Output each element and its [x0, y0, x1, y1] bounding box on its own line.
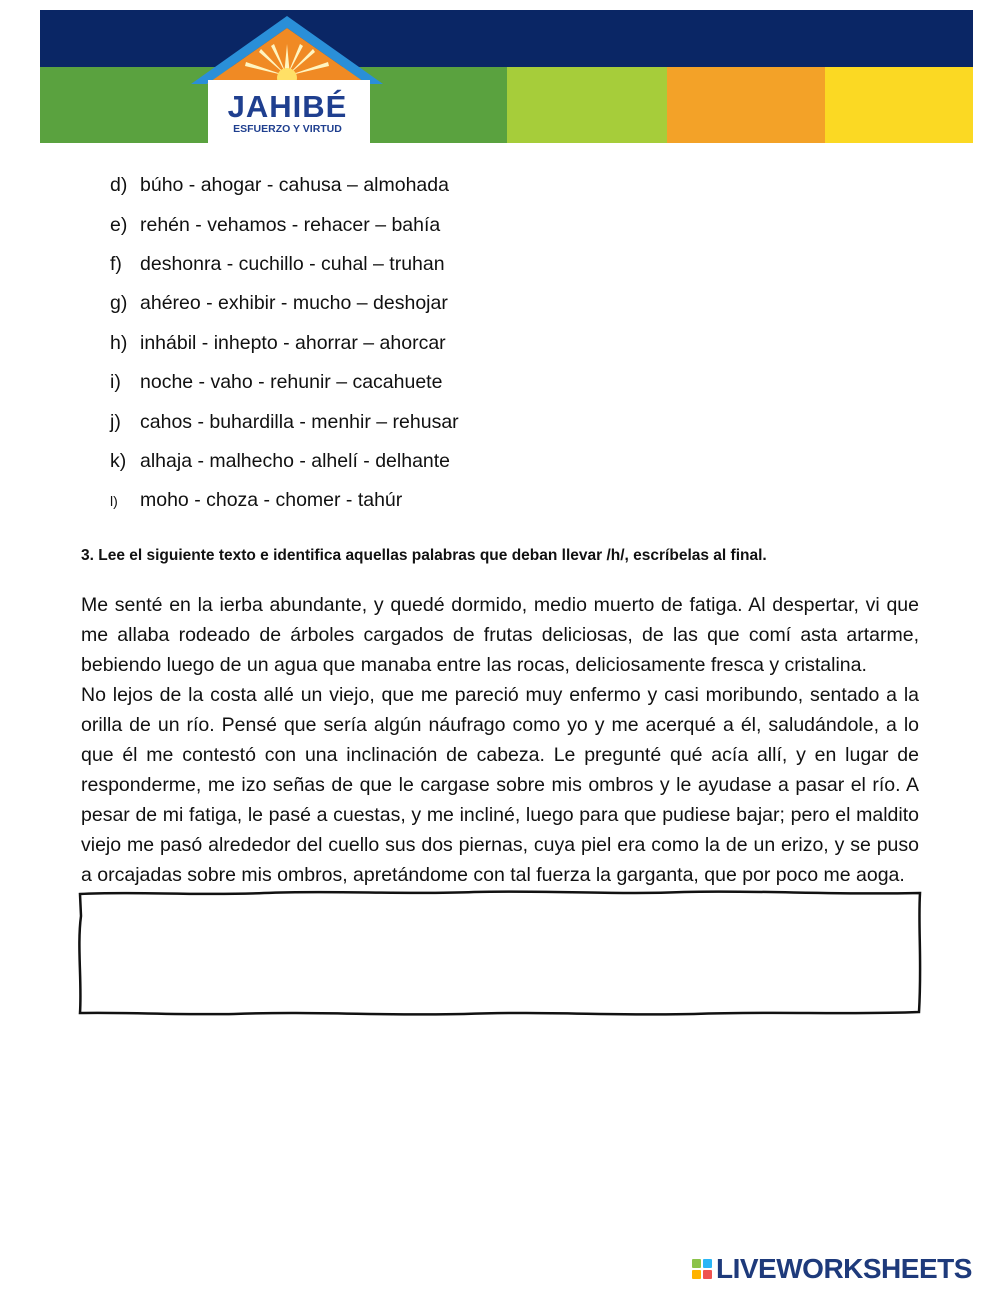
- header-banner: [40, 10, 973, 143]
- school-logo: [185, 14, 390, 142]
- list-text: deshonra - cuchillo - cuhal – truhan: [140, 252, 445, 275]
- list-letter: i): [110, 371, 121, 394]
- list-text: moho - choza - chomer - tahúr: [140, 489, 403, 512]
- list-item: [110, 284, 459, 323]
- list-text: cahos - buhardilla - menhir – rehusar: [140, 410, 459, 433]
- list-item: [110, 205, 459, 244]
- list-text: inhábil - inhepto - ahorrar – ahorcar: [140, 331, 446, 354]
- list-text: noche - vaho - rehunir – cacahuete: [140, 371, 443, 394]
- list-letter: g): [110, 292, 128, 315]
- list-item: [110, 245, 459, 284]
- list-item: [110, 363, 459, 402]
- liveworksheets-logo: [692, 1252, 992, 1286]
- logo-name: JAHIBÉ: [227, 89, 348, 124]
- list-letter: h): [110, 331, 128, 354]
- liveworksheets-brand: LIVEWORKSHEETS: [716, 1253, 972, 1284]
- word-list: [110, 166, 459, 521]
- list-item: [110, 442, 459, 481]
- list-letter: l): [110, 492, 118, 509]
- logo-motto: ESFUERZO Y VIRTUD: [233, 123, 342, 135]
- list-letter: d): [110, 174, 128, 197]
- list-item: [110, 324, 459, 363]
- list-item: [110, 481, 459, 520]
- list-text: alhaja - malhecho - alhelí - delhante: [140, 449, 451, 472]
- list-text: búho - ahogar - cahusa – almohada: [140, 174, 449, 197]
- list-text: ahéreo - exhibir - mucho – deshojar: [140, 292, 448, 315]
- list-item: [110, 402, 459, 441]
- list-letter: j): [110, 410, 121, 433]
- list-letter: f): [110, 252, 122, 275]
- question-3-title: 3. Lee el siguiente texto e identifica aquellas palabras que deban llevar /h/, escríbelas al final.: [81, 547, 767, 564]
- list-item: [110, 166, 459, 205]
- list-letter: k): [110, 449, 127, 472]
- answer-box[interactable]: [74, 886, 926, 1020]
- list-text: rehén - vehamos - rehacer – bahía: [140, 213, 441, 236]
- banner-lime-band: [507, 67, 667, 143]
- liveworksheets-icon: [692, 1259, 712, 1279]
- banner-navy-band: [40, 10, 973, 67]
- reading-paragraph-1: Me senté en la ierba abundante, y quedé dormido, medio muerto de fatiga. Al despertar, vi que me allaba rodeado de árboles cargados de frutas deliciosas, de las que comí asta artarme, bebiendo luego de un agua que manaba entre las rocas, deliciosamente fresca y cristalina.: [81, 594, 919, 676]
- list-letter: e): [110, 213, 128, 236]
- banner-orange-band: [667, 67, 825, 143]
- reading-paragraph-2: No lejos de la costa allé un viejo, que me pareció muy enfermo y casi moribundo, sentado a la orilla de un río. Pensé que sería algún náufrago como yo y me acerqué a él, saludándole, a lo que él me contestó con una inclinación de cabeza. Le pregunté qué acía allí, y en lugar de responderme, me izo señas de que le cargase sobre mis ombros y le ayudase a pasar el río. A pesar de mi fatiga, le pasé a cuestas, y me incliné, luego para que pudiese bajar; pero el maldito viejo me pasó alrededor del cuello sus dos piernas, cuya piel era como la de un erizo, y se puso a orcajadas sobre mis ombros, apretándome con tal fuerza la garganta, que por poco me aoga.: [81, 684, 919, 886]
- banner-yellow-band: [825, 67, 973, 143]
- answer-box-border: [74, 886, 926, 1020]
